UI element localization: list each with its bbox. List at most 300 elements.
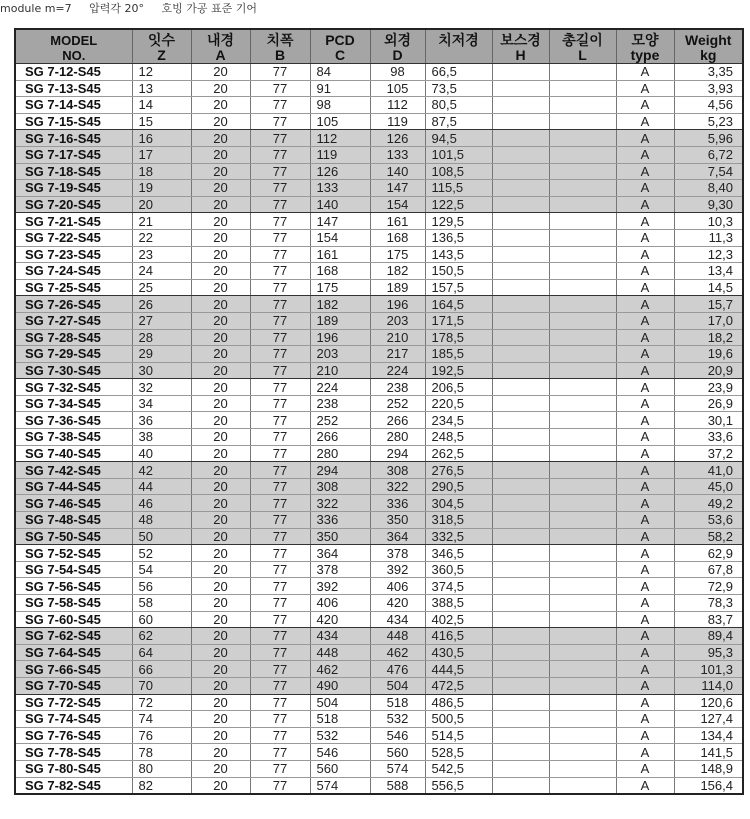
cell-boss-dia (492, 279, 549, 296)
cell-outer-dia: 238 (370, 379, 425, 396)
cell-teeth: 25 (132, 279, 191, 296)
cell-shape: A (616, 744, 674, 761)
cell-bore: 20 (191, 146, 250, 163)
cell-weight: 8,40 (674, 180, 743, 197)
cell-shape: A (616, 462, 674, 479)
cell-weight: 3,93 (674, 80, 743, 97)
pressure-angle-label: 압력각 20° (89, 2, 145, 15)
cell-face-width: 77 (250, 760, 310, 777)
cell-shape: A (616, 80, 674, 97)
cell-root-dia: 262,5 (425, 445, 492, 462)
cell-face-width: 77 (250, 263, 310, 280)
cell-bore: 20 (191, 412, 250, 429)
cell-teeth: 46 (132, 495, 191, 512)
cell-boss-dia (492, 246, 549, 263)
cell-bore: 20 (191, 694, 250, 711)
cell-teeth: 62 (132, 628, 191, 645)
cell-weight: 14,5 (674, 279, 743, 296)
cell-root-dia: 388,5 (425, 595, 492, 612)
cell-shape: A (616, 362, 674, 379)
cell-teeth: 74 (132, 711, 191, 728)
cell-weight: 67,8 (674, 561, 743, 578)
cell-weight: 18,2 (674, 329, 743, 346)
cell-shape: A (616, 677, 674, 694)
cell-weight: 37,2 (674, 445, 743, 462)
cell-shape: A (616, 727, 674, 744)
cell-outer-dia: 406 (370, 578, 425, 595)
cell-face-width: 77 (250, 412, 310, 429)
cell-boss-dia (492, 395, 549, 412)
cell-face-width: 77 (250, 296, 310, 313)
cell-root-dia: 472,5 (425, 677, 492, 694)
cell-face-width: 77 (250, 213, 310, 230)
cell-total-length (549, 578, 616, 595)
cell-total-length (549, 711, 616, 728)
cell-total-length (549, 677, 616, 694)
table-row (15, 727, 743, 744)
cell-bore: 20 (191, 777, 250, 794)
cell-boss-dia (492, 429, 549, 446)
cell-outer-dia: 336 (370, 495, 425, 512)
cell-outer-dia: 112 (370, 97, 425, 114)
cell-pcd: 252 (310, 412, 370, 429)
cell-root-dia: 528,5 (425, 744, 492, 761)
cell-weight: 15,7 (674, 296, 743, 313)
header-total-length-symbol: L (549, 48, 616, 64)
cell-boss-dia (492, 727, 549, 744)
table-row (15, 760, 743, 777)
header-row-top (15, 29, 743, 48)
cell-shape: A (616, 711, 674, 728)
cell-model: SG 7-48-S45 (15, 512, 132, 529)
header-shape-symbol: type (616, 48, 674, 64)
spur-gear-spec-table (14, 28, 744, 795)
cell-pcd: 147 (310, 213, 370, 230)
cell-total-length (549, 64, 616, 81)
cell-weight: 20,9 (674, 362, 743, 379)
cell-teeth: 24 (132, 263, 191, 280)
cell-shape: A (616, 213, 674, 230)
cell-face-width: 77 (250, 545, 310, 562)
cell-teeth: 19 (132, 180, 191, 197)
cell-total-length (549, 777, 616, 794)
cell-boss-dia (492, 661, 549, 678)
cell-pcd: 133 (310, 180, 370, 197)
cell-root-dia: 157,5 (425, 279, 492, 296)
cell-shape: A (616, 528, 674, 545)
cell-teeth: 21 (132, 213, 191, 230)
cell-face-width: 77 (250, 379, 310, 396)
cell-face-width: 77 (250, 512, 310, 529)
header-pcd-symbol: C (310, 48, 370, 64)
cell-pcd: 175 (310, 279, 370, 296)
header-boss-dia: 보스경 (492, 29, 549, 48)
cell-pcd: 112 (310, 130, 370, 147)
cell-pcd: 280 (310, 445, 370, 462)
cell-outer-dia: 147 (370, 180, 425, 197)
cell-total-length (549, 213, 616, 230)
cell-root-dia: 360,5 (425, 561, 492, 578)
cell-model: SG 7-42-S45 (15, 462, 132, 479)
cell-total-length (549, 97, 616, 114)
cell-teeth: 22 (132, 229, 191, 246)
cell-root-dia: 136,5 (425, 229, 492, 246)
table-row (15, 429, 743, 446)
header-face-width: 치폭 (250, 29, 310, 48)
table-row (15, 229, 743, 246)
cell-model: SG 7-16-S45 (15, 130, 132, 147)
cell-root-dia: 143,5 (425, 246, 492, 263)
cell-total-length (549, 362, 616, 379)
cell-bore: 20 (191, 727, 250, 744)
table-row (15, 395, 743, 412)
cell-shape: A (616, 760, 674, 777)
cell-boss-dia (492, 229, 549, 246)
cell-outer-dia: 518 (370, 694, 425, 711)
table-row (15, 711, 743, 728)
cell-model: SG 7-66-S45 (15, 661, 132, 678)
cell-bore: 20 (191, 312, 250, 329)
cell-total-length (549, 229, 616, 246)
cell-boss-dia (492, 711, 549, 728)
cell-total-length (549, 379, 616, 396)
cell-boss-dia (492, 379, 549, 396)
table-row (15, 246, 743, 263)
table-header (15, 29, 743, 64)
cell-shape: A (616, 395, 674, 412)
cell-shape: A (616, 312, 674, 329)
table-row (15, 462, 743, 479)
cell-bore: 20 (191, 296, 250, 313)
cell-face-width: 77 (250, 429, 310, 446)
cell-root-dia: 73,5 (425, 80, 492, 97)
header-weight-unit: kg (674, 48, 743, 64)
cell-face-width: 77 (250, 478, 310, 495)
cell-total-length (549, 163, 616, 180)
cell-pcd: 210 (310, 362, 370, 379)
cell-teeth: 20 (132, 196, 191, 213)
cell-shape: A (616, 445, 674, 462)
cell-pcd: 448 (310, 644, 370, 661)
cell-weight: 120,6 (674, 694, 743, 711)
cell-total-length (549, 412, 616, 429)
cell-weight: 41,0 (674, 462, 743, 479)
cell-shape: A (616, 180, 674, 197)
cell-outer-dia: 504 (370, 677, 425, 694)
cell-root-dia: 87,5 (425, 113, 492, 130)
cell-weight: 134,4 (674, 727, 743, 744)
cell-boss-dia (492, 362, 549, 379)
cell-bore: 20 (191, 346, 250, 363)
table-row (15, 362, 743, 379)
cell-total-length (549, 512, 616, 529)
cell-teeth: 54 (132, 561, 191, 578)
cell-shape: A (616, 146, 674, 163)
cell-teeth: 50 (132, 528, 191, 545)
cell-model: SG 7-70-S45 (15, 677, 132, 694)
cell-weight: 58,2 (674, 528, 743, 545)
cell-weight: 95,3 (674, 644, 743, 661)
cell-shape: A (616, 512, 674, 529)
table-row (15, 64, 743, 81)
cell-outer-dia: 98 (370, 64, 425, 81)
header-model: MODEL (15, 29, 132, 48)
cell-weight: 19,6 (674, 346, 743, 363)
cell-face-width: 77 (250, 611, 310, 628)
cell-model: SG 7-36-S45 (15, 412, 132, 429)
cell-shape: A (616, 644, 674, 661)
cell-teeth: 15 (132, 113, 191, 130)
table-row (15, 329, 743, 346)
cell-pcd: 546 (310, 744, 370, 761)
cell-model: SG 7-82-S45 (15, 777, 132, 794)
cell-bore: 20 (191, 113, 250, 130)
cell-boss-dia (492, 296, 549, 313)
cell-face-width: 77 (250, 661, 310, 678)
cell-face-width: 77 (250, 395, 310, 412)
cell-face-width: 77 (250, 146, 310, 163)
cell-total-length (549, 296, 616, 313)
cell-shape: A (616, 113, 674, 130)
cell-model: SG 7-22-S45 (15, 229, 132, 246)
table-row (15, 644, 743, 661)
cell-root-dia: 220,5 (425, 395, 492, 412)
cell-total-length (549, 611, 616, 628)
cell-model: SG 7-19-S45 (15, 180, 132, 197)
cell-outer-dia: 560 (370, 744, 425, 761)
cell-shape: A (616, 495, 674, 512)
cell-teeth: 56 (132, 578, 191, 595)
cell-model: SG 7-29-S45 (15, 346, 132, 363)
cell-boss-dia (492, 611, 549, 628)
table-row (15, 113, 743, 130)
cell-outer-dia: 196 (370, 296, 425, 313)
cell-weight: 4,56 (674, 97, 743, 114)
cell-weight: 156,4 (674, 777, 743, 794)
cell-shape: A (616, 429, 674, 446)
cell-total-length (549, 279, 616, 296)
table-row (15, 346, 743, 363)
cell-bore: 20 (191, 64, 250, 81)
cell-total-length (549, 528, 616, 545)
cell-pcd: 91 (310, 80, 370, 97)
cell-boss-dia (492, 512, 549, 529)
cell-weight: 49,2 (674, 495, 743, 512)
cell-model: SG 7-34-S45 (15, 395, 132, 412)
cell-model: SG 7-62-S45 (15, 628, 132, 645)
cell-pcd: 504 (310, 694, 370, 711)
cell-outer-dia: 364 (370, 528, 425, 545)
cell-model: SG 7-74-S45 (15, 711, 132, 728)
cell-teeth: 17 (132, 146, 191, 163)
header-shape: 모양 (616, 29, 674, 48)
cell-boss-dia (492, 130, 549, 147)
cell-outer-dia: 308 (370, 462, 425, 479)
cell-boss-dia (492, 694, 549, 711)
cell-pcd: 161 (310, 246, 370, 263)
cell-face-width: 77 (250, 694, 310, 711)
header-bore: 내경 (191, 29, 250, 48)
cell-bore: 20 (191, 229, 250, 246)
cell-boss-dia (492, 445, 549, 462)
cell-boss-dia (492, 163, 549, 180)
cell-pcd: 560 (310, 760, 370, 777)
cell-teeth: 42 (132, 462, 191, 479)
cell-total-length (549, 644, 616, 661)
cell-model: SG 7-17-S45 (15, 146, 132, 163)
cell-bore: 20 (191, 711, 250, 728)
cell-shape: A (616, 379, 674, 396)
cell-total-length (549, 760, 616, 777)
cell-outer-dia: 420 (370, 595, 425, 612)
cell-shape: A (616, 64, 674, 81)
cell-outer-dia: 266 (370, 412, 425, 429)
cell-teeth: 78 (132, 744, 191, 761)
table-row (15, 512, 743, 529)
cell-root-dia: 332,5 (425, 528, 492, 545)
cell-model: SG 7-64-S45 (15, 644, 132, 661)
cell-bore: 20 (191, 595, 250, 612)
cell-root-dia: 66,5 (425, 64, 492, 81)
cell-root-dia: 514,5 (425, 727, 492, 744)
table-row (15, 196, 743, 213)
table-row (15, 130, 743, 147)
cell-bore: 20 (191, 196, 250, 213)
cell-bore: 20 (191, 760, 250, 777)
header-boss-dia-symbol: H (492, 48, 549, 64)
cell-weight: 10,3 (674, 213, 743, 230)
cell-outer-dia: 224 (370, 362, 425, 379)
cell-shape: A (616, 196, 674, 213)
cell-model: SG 7-80-S45 (15, 760, 132, 777)
cell-boss-dia (492, 561, 549, 578)
cell-bore: 20 (191, 429, 250, 446)
cell-total-length (549, 744, 616, 761)
cell-model: SG 7-38-S45 (15, 429, 132, 446)
cell-root-dia: 276,5 (425, 462, 492, 479)
cell-model: SG 7-21-S45 (15, 213, 132, 230)
cell-face-width: 77 (250, 677, 310, 694)
cell-shape: A (616, 279, 674, 296)
table-row (15, 312, 743, 329)
table-body (15, 64, 743, 795)
cell-teeth: 18 (132, 163, 191, 180)
cell-bore: 20 (191, 329, 250, 346)
cell-weight: 12,3 (674, 246, 743, 263)
cell-root-dia: 234,5 (425, 412, 492, 429)
cell-face-width: 77 (250, 97, 310, 114)
cell-pcd: 406 (310, 595, 370, 612)
cell-total-length (549, 628, 616, 645)
cell-model: SG 7-46-S45 (15, 495, 132, 512)
cell-outer-dia: 175 (370, 246, 425, 263)
cell-face-width: 77 (250, 64, 310, 81)
cell-boss-dia (492, 744, 549, 761)
cell-boss-dia (492, 545, 549, 562)
cell-weight: 13,4 (674, 263, 743, 280)
cell-model: SG 7-26-S45 (15, 296, 132, 313)
cell-teeth: 13 (132, 80, 191, 97)
cell-model: SG 7-20-S45 (15, 196, 132, 213)
cell-weight: 45,0 (674, 478, 743, 495)
cell-root-dia: 171,5 (425, 312, 492, 329)
cell-shape: A (616, 694, 674, 711)
cell-pcd: 350 (310, 528, 370, 545)
cell-bore: 20 (191, 130, 250, 147)
cell-pcd: 196 (310, 329, 370, 346)
cell-outer-dia: 378 (370, 545, 425, 562)
cell-face-width: 77 (250, 279, 310, 296)
cell-bore: 20 (191, 395, 250, 412)
cell-face-width: 77 (250, 628, 310, 645)
cell-boss-dia (492, 777, 549, 794)
cell-bore: 20 (191, 80, 250, 97)
cell-teeth: 14 (132, 97, 191, 114)
cell-bore: 20 (191, 379, 250, 396)
cell-outer-dia: 476 (370, 661, 425, 678)
cell-weight: 114,0 (674, 677, 743, 694)
cell-face-width: 77 (250, 495, 310, 512)
cell-model: SG 7-15-S45 (15, 113, 132, 130)
cell-bore: 20 (191, 677, 250, 694)
cell-teeth: 76 (132, 727, 191, 744)
cell-weight: 141,5 (674, 744, 743, 761)
cell-boss-dia (492, 263, 549, 280)
cell-outer-dia: 280 (370, 429, 425, 446)
cell-pcd: 98 (310, 97, 370, 114)
cell-bore: 20 (191, 628, 250, 645)
cell-outer-dia: 154 (370, 196, 425, 213)
cell-total-length (549, 80, 616, 97)
table-row (15, 495, 743, 512)
cell-total-length (549, 395, 616, 412)
cell-shape: A (616, 296, 674, 313)
cell-outer-dia: 392 (370, 561, 425, 578)
cell-weight: 53,6 (674, 512, 743, 529)
cell-teeth: 28 (132, 329, 191, 346)
cell-weight: 72,9 (674, 578, 743, 595)
cell-root-dia: 374,5 (425, 578, 492, 595)
cell-face-width: 77 (250, 528, 310, 545)
cell-boss-dia (492, 180, 549, 197)
cell-outer-dia: 140 (370, 163, 425, 180)
table-row (15, 478, 743, 495)
cell-shape: A (616, 163, 674, 180)
cell-teeth: 40 (132, 445, 191, 462)
header-pcd: PCD (310, 29, 370, 48)
cell-root-dia: 185,5 (425, 346, 492, 363)
cell-weight: 62,9 (674, 545, 743, 562)
header-outer-dia-symbol: D (370, 48, 425, 64)
cell-total-length (549, 661, 616, 678)
cell-weight: 33,6 (674, 429, 743, 446)
cell-weight: 78,3 (674, 595, 743, 612)
cell-model: SG 7-76-S45 (15, 727, 132, 744)
cell-boss-dia (492, 495, 549, 512)
cell-pcd: 322 (310, 495, 370, 512)
cell-total-length (549, 595, 616, 612)
cell-shape: A (616, 545, 674, 562)
cell-boss-dia (492, 213, 549, 230)
cell-shape: A (616, 412, 674, 429)
cell-root-dia: 402,5 (425, 611, 492, 628)
cell-pcd: 105 (310, 113, 370, 130)
table-row (15, 80, 743, 97)
cell-boss-dia (492, 528, 549, 545)
cell-bore: 20 (191, 661, 250, 678)
cell-root-dia: 150,5 (425, 263, 492, 280)
cell-teeth: 70 (132, 677, 191, 694)
